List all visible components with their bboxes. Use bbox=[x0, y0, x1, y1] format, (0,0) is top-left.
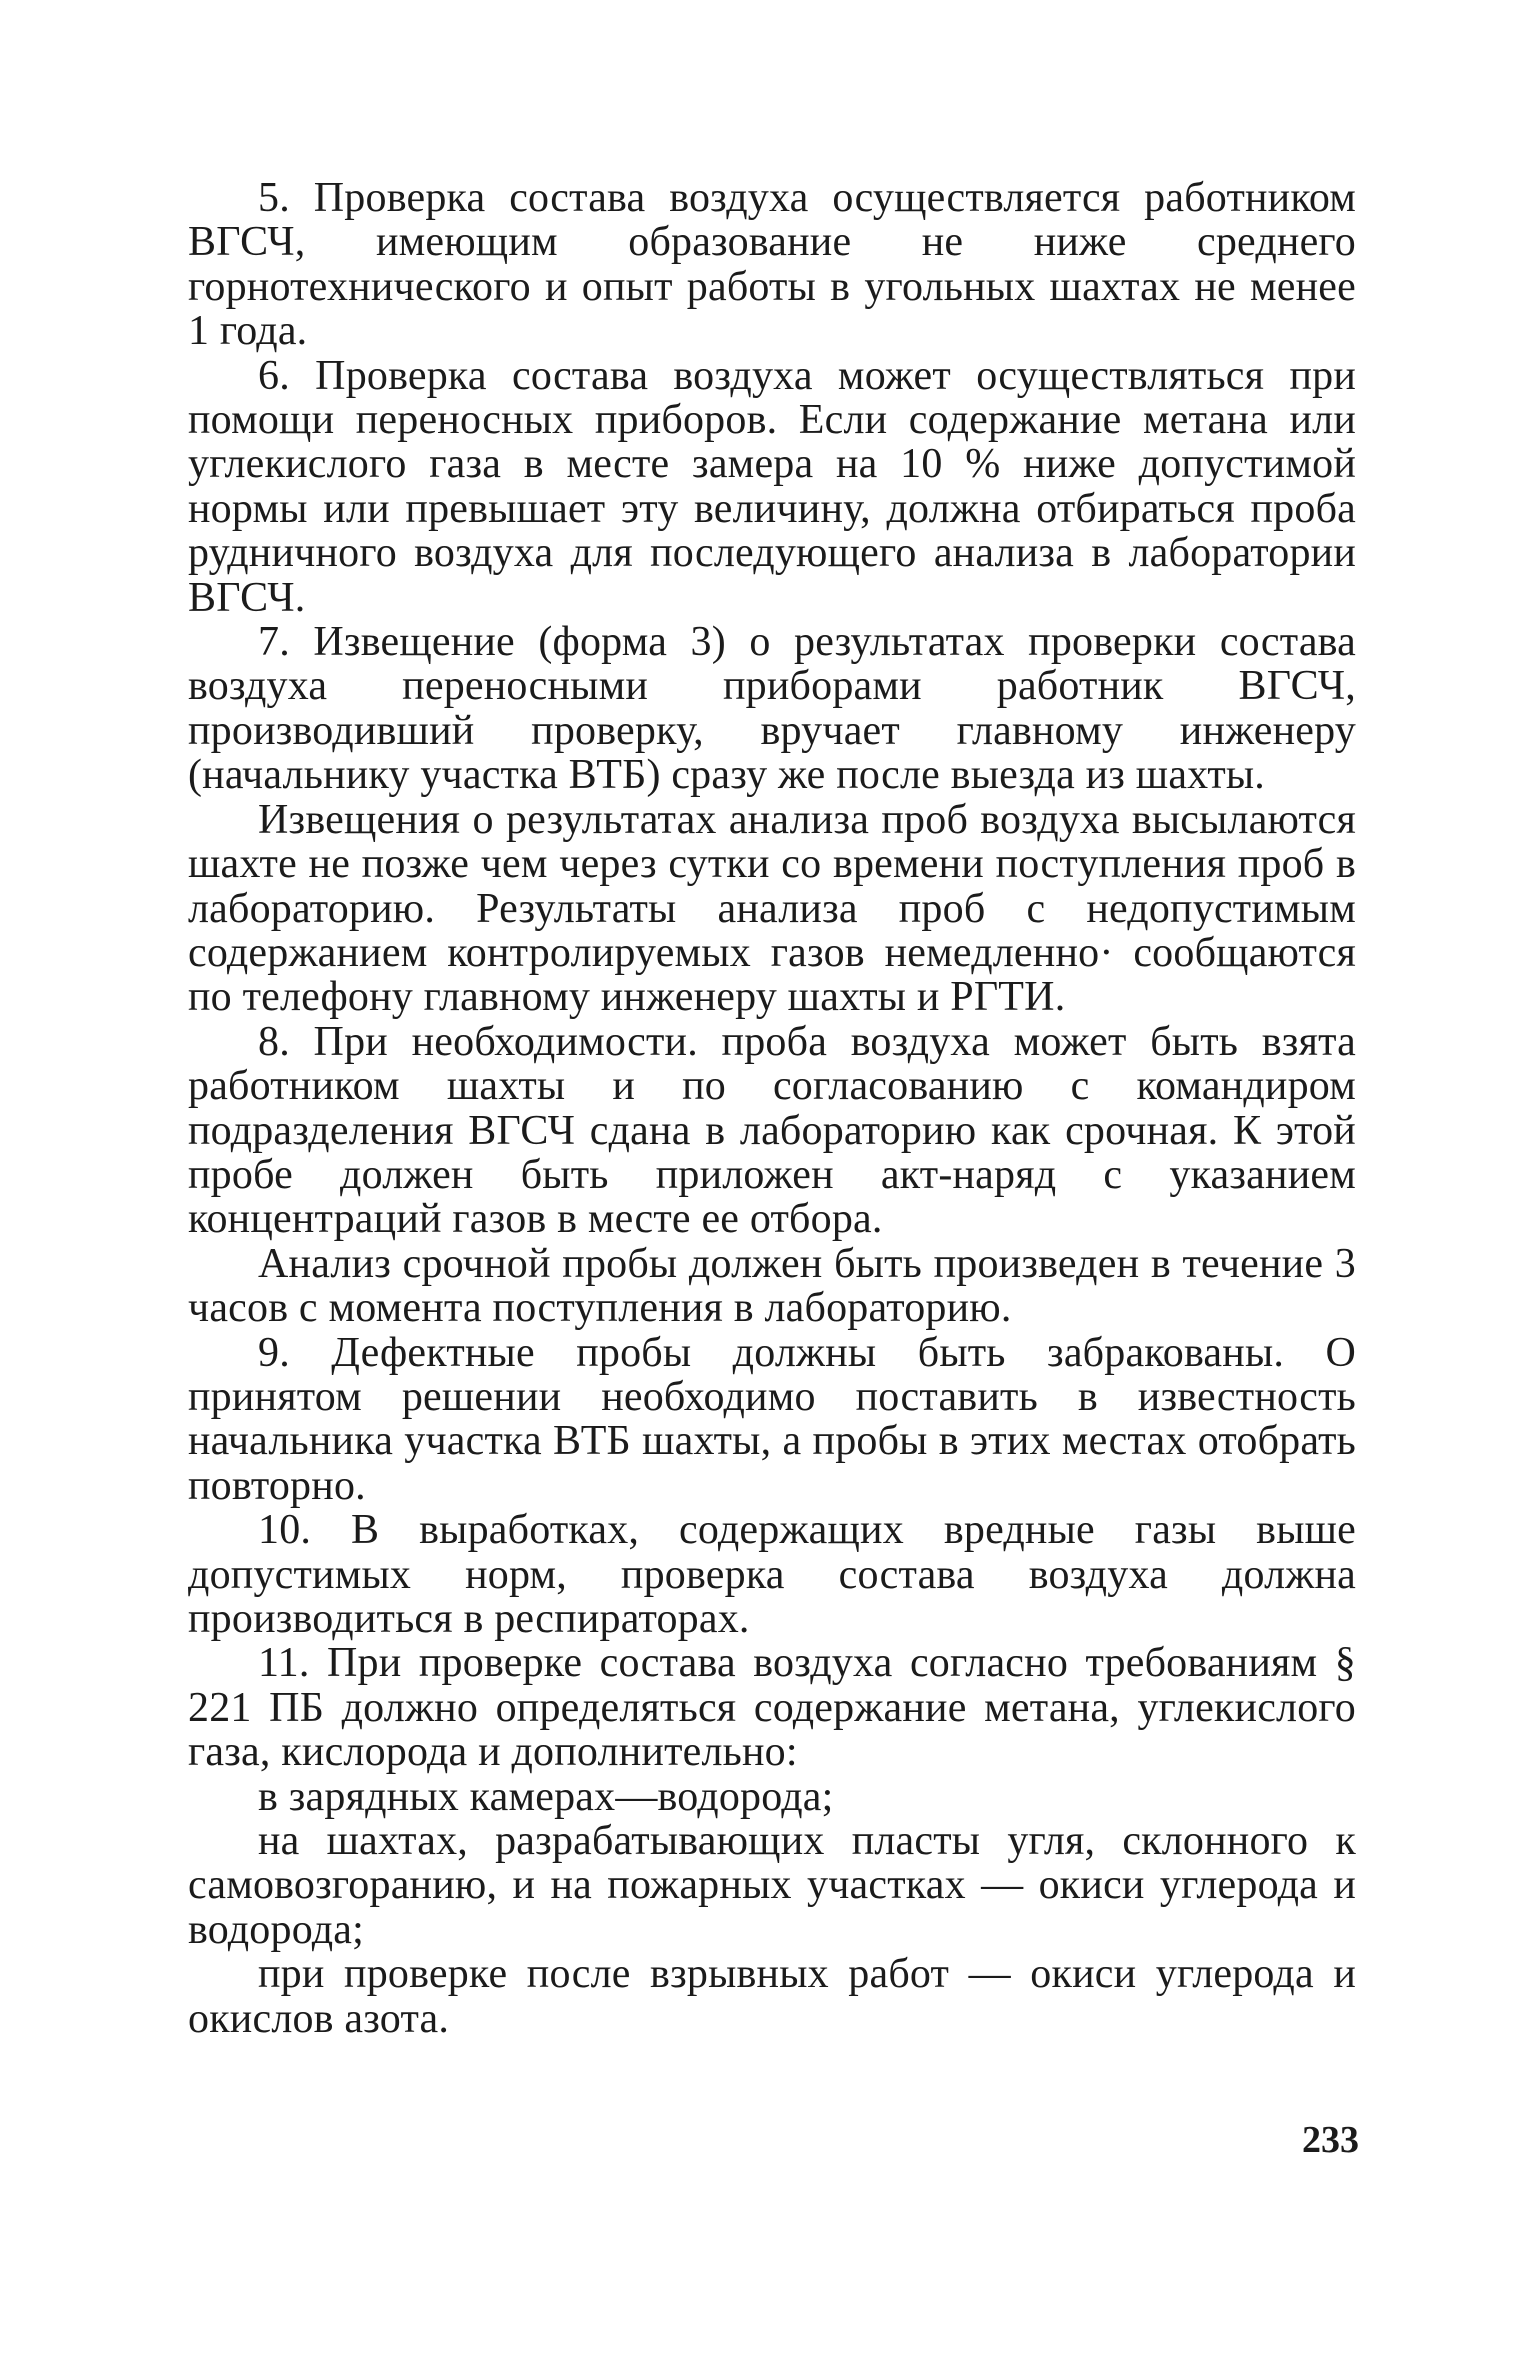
page-number: 233 bbox=[1302, 2119, 1359, 2161]
paragraph-7: 7. Извещение (форма 3) о результатах проверки состава воздуха переносными приборами работник ВГСЧ, производивший проверку, вручает главному инженеру (начальнику участка ВТБ) сразу же после выезда из шахты. bbox=[188, 619, 1356, 799]
paragraph-9: 9. Дефектные пробы должны быть забракованы. О принятом решении необходимо поставить в известность начальника участка ВТБ шахты, а пробы в этих местах отобрать повторно. bbox=[188, 1329, 1356, 1509]
paragraph-11: 11. При проверке состава воздуха согласно требованиям § 221 ПБ должно определяться содержание метана, углекислого газа, кислорода и дополнительно: bbox=[188, 1640, 1356, 1776]
paragraph-7-notices: Извещения о результатах анализа проб воздуха высылаются шахте не позже чем через сутки со времени поступления проб в лабораторию. Результаты анализа проб с недопустимым содержанием контролируемых газов немедленно· сообщаются по телефону главному инженеру шахты и РГТИ. bbox=[188, 796, 1356, 1021]
list-item-self-ignition-mines: на шахтах, разрабатывающих пласты угля, склонного к самовозгоранию, и на пожарных участках — окиси углерода и водорода; bbox=[188, 1818, 1356, 1953]
list-item-charging-chambers: в зарядных камерах—водорода; bbox=[258, 1773, 834, 1820]
body-text bbox=[188, 176, 1356, 2041]
paragraph-6: 6. Проверка состава воздуха может осуществляться при помощи переносных приборов. Если содержание метана или углекислого газа в месте замера на 10 % ниже допустимой нормы или превышает эту величину, должна отбираться проба рудничного воздуха для последующего анализа в лаборатории ВГСЧ. bbox=[188, 352, 1356, 621]
paragraph-8-analysis: Анализ срочной пробы должен быть произведен в течение 3 часов с момента поступления в лабораторию. bbox=[188, 1240, 1356, 1332]
list-item-after-blasting: при проверке после взрывных работ — окиси углерода и окислов азота. bbox=[188, 1951, 1356, 2042]
paragraph-8: 8. При необходимости. проба воздуха может быть взята работником шахты и по согласованию с командиром подразделения ВГСЧ сдана в лабораторию как срочная. К этой пробе должен быть приложен акт-наряд с указанием концентраций газов в месте ее отбора. bbox=[188, 1018, 1356, 1243]
paragraph-5: 5. Проверка состава воздуха осуществляется работником ВГСЧ, имеющим образование не ниже среднего горнотехнического и опыт работы в угольных шахтах не менее 1 года. bbox=[188, 175, 1356, 355]
paragraph-10: 10. В выработках, содержащих вредные газы выше допустимых норм, проверка состава воздуха должна производиться в респираторах. bbox=[188, 1507, 1356, 1642]
